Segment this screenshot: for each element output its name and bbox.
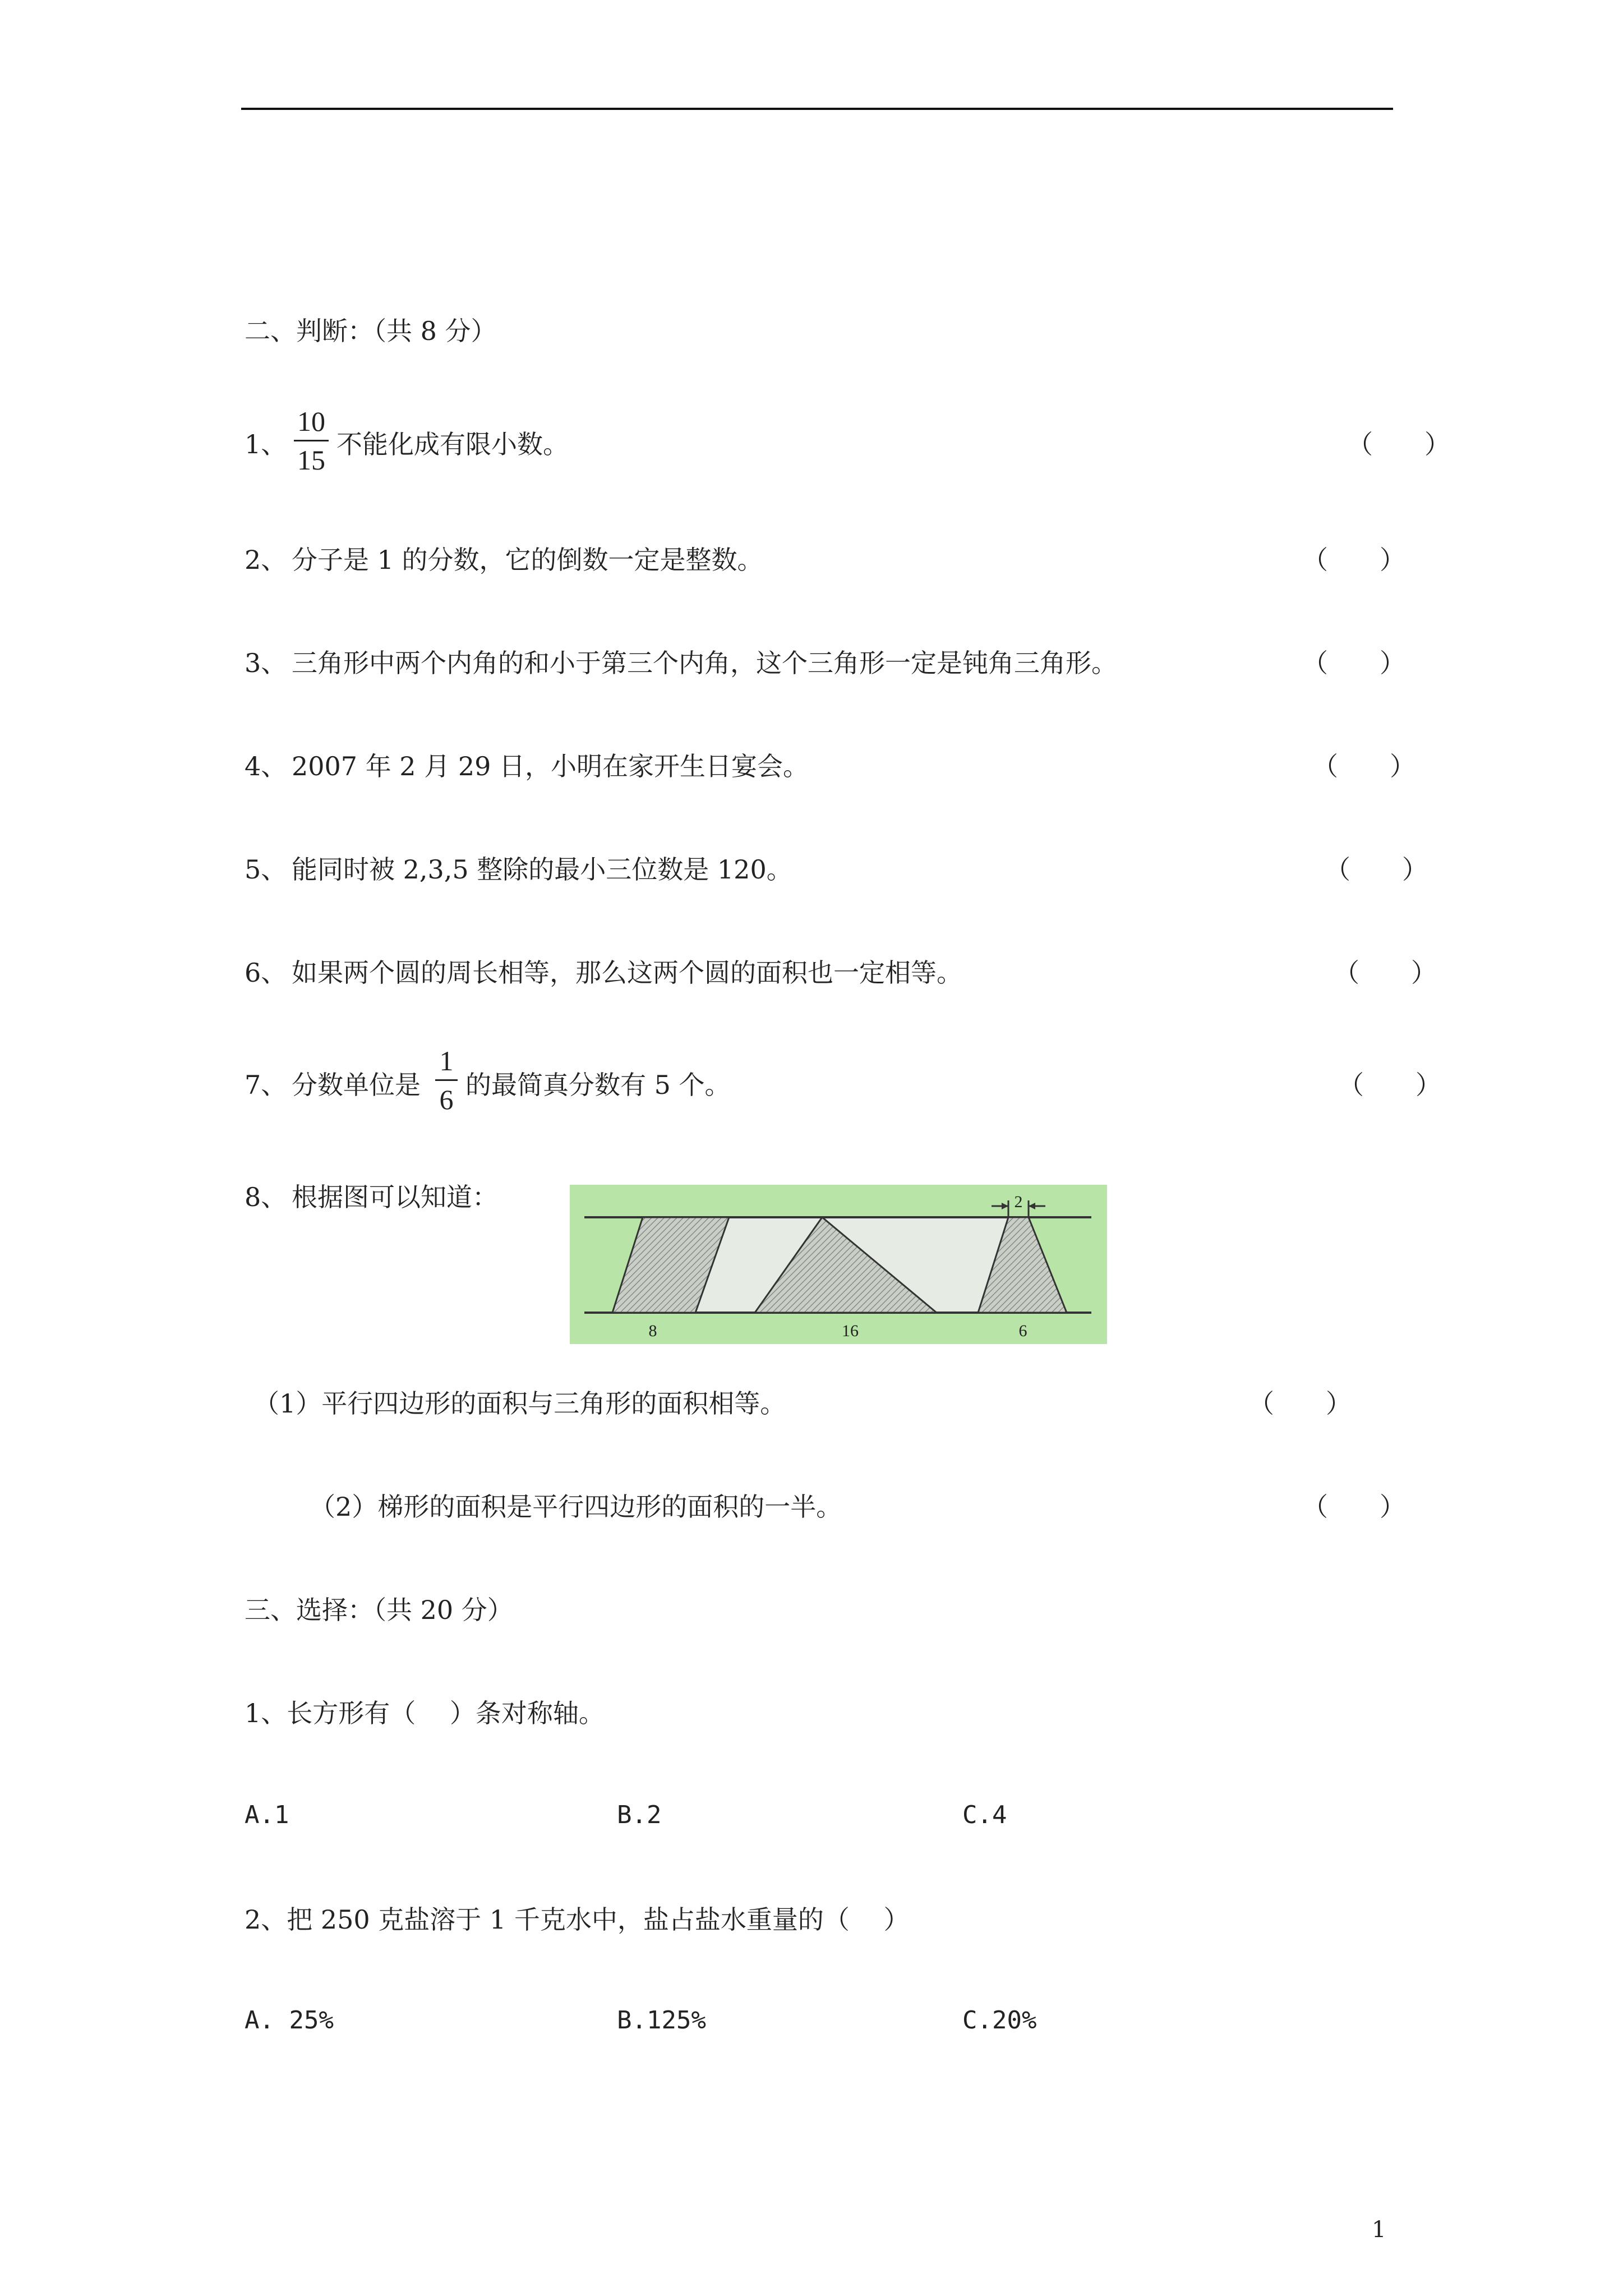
choice-question-2: 2、把 250 克盐溶于 1 千克水中，盐占盐水重量的（ ） [245, 1904, 910, 1935]
fraction-numerator: 1 [439, 1045, 454, 1076]
header-rule [241, 108, 1393, 110]
item-7-fraction [435, 1043, 458, 1117]
item-6-answer-blank[interactable]: （ ） [1334, 958, 1437, 988]
sub-item-2-text: （2）梯形的面积是平行四边形的面积的一半。 [310, 1492, 842, 1522]
item-4-answer-blank[interactable]: （ ） [1312, 751, 1415, 781]
section-title-judgment: 二、判断：（共 8 分） [245, 316, 497, 346]
item-1-fraction [294, 404, 329, 477]
fraction-numerator: 10 [297, 406, 325, 437]
item-6-number: 6、 [245, 958, 287, 988]
label-trapezoid-top: 2 [1014, 1193, 1023, 1211]
choice-2-option-c[interactable]: C.20% [962, 2006, 1037, 2035]
item-4-number: 4、 [245, 751, 287, 781]
item-1-answer-blank[interactable]: （ ） [1347, 429, 1450, 459]
item-4-text: 2007 年 2 月 29 日，小明在家开生日宴会。 [292, 751, 809, 781]
choice-question-1: 1、长方形有（ ）条对称轴。 [245, 1698, 605, 1728]
sub-item-1-answer-blank[interactable]: （ ） [1248, 1388, 1352, 1419]
label-triangle-base: 16 [842, 1322, 859, 1340]
page-number: 1 [1372, 2217, 1386, 2243]
item-5-answer-blank[interactable]: （ ） [1325, 854, 1428, 885]
label-parallelogram-base: 8 [648, 1322, 657, 1340]
item-3-answer-blank[interactable]: （ ） [1302, 648, 1405, 678]
fraction-bar [435, 1079, 458, 1081]
fraction-denominator: 15 [297, 444, 325, 476]
item-2-number: 2、 [245, 545, 287, 575]
choice-2-option-a[interactable]: A. 25% [245, 2006, 334, 2035]
item-7-number: 7、 [245, 1070, 287, 1100]
item-3-number: 3、 [245, 648, 287, 678]
fraction-bar [294, 440, 329, 441]
geometry-figure [570, 1185, 1107, 1344]
sub-item-1-text: （1）平行四边形的面积与三角形的面积相等。 [253, 1388, 786, 1419]
item-8-text: 根据图可以知道： [292, 1182, 498, 1212]
sub-item-2-answer-blank[interactable]: （ ） [1302, 1492, 1405, 1522]
choice-1-option-b[interactable]: B.2 [617, 1801, 662, 1829]
item-6-text: 如果两个圆的周长相等，那么这两个圆的面积也一定相等。 [292, 958, 962, 988]
item-5-text: 能同时被 2,3,5 整除的最小三位数是 120。 [292, 854, 792, 885]
choice-1-option-c[interactable]: C.4 [962, 1801, 1007, 1829]
item-3-text: 三角形中两个内角的和小于第三个内角，这个三角形一定是钝角三角形。 [292, 648, 1117, 678]
item-7-text-before: 分数单位是 [292, 1070, 421, 1100]
fraction-denominator: 6 [439, 1084, 454, 1115]
label-trapezoid-base: 6 [1018, 1322, 1027, 1340]
item-1-number: 1、 [245, 429, 287, 459]
item-7-text-after: 的最简真分数有 5 个。 [465, 1070, 731, 1100]
item-2-answer-blank[interactable]: （ ） [1302, 545, 1405, 575]
item-8-number: 8、 [245, 1182, 287, 1212]
item-5-number: 5、 [245, 854, 287, 885]
item-1-text: 不能化成有限小数。 [336, 429, 569, 459]
choice-1-option-a[interactable]: A.1 [245, 1801, 289, 1829]
choice-2-option-b[interactable]: B.125% [617, 2006, 706, 2035]
section-title-choice: 三、选择：（共 20 分） [245, 1595, 513, 1625]
item-7-answer-blank[interactable]: （ ） [1338, 1070, 1441, 1100]
item-2-text: 分子是 1 的分数，它的倒数一定是整数。 [292, 545, 763, 575]
